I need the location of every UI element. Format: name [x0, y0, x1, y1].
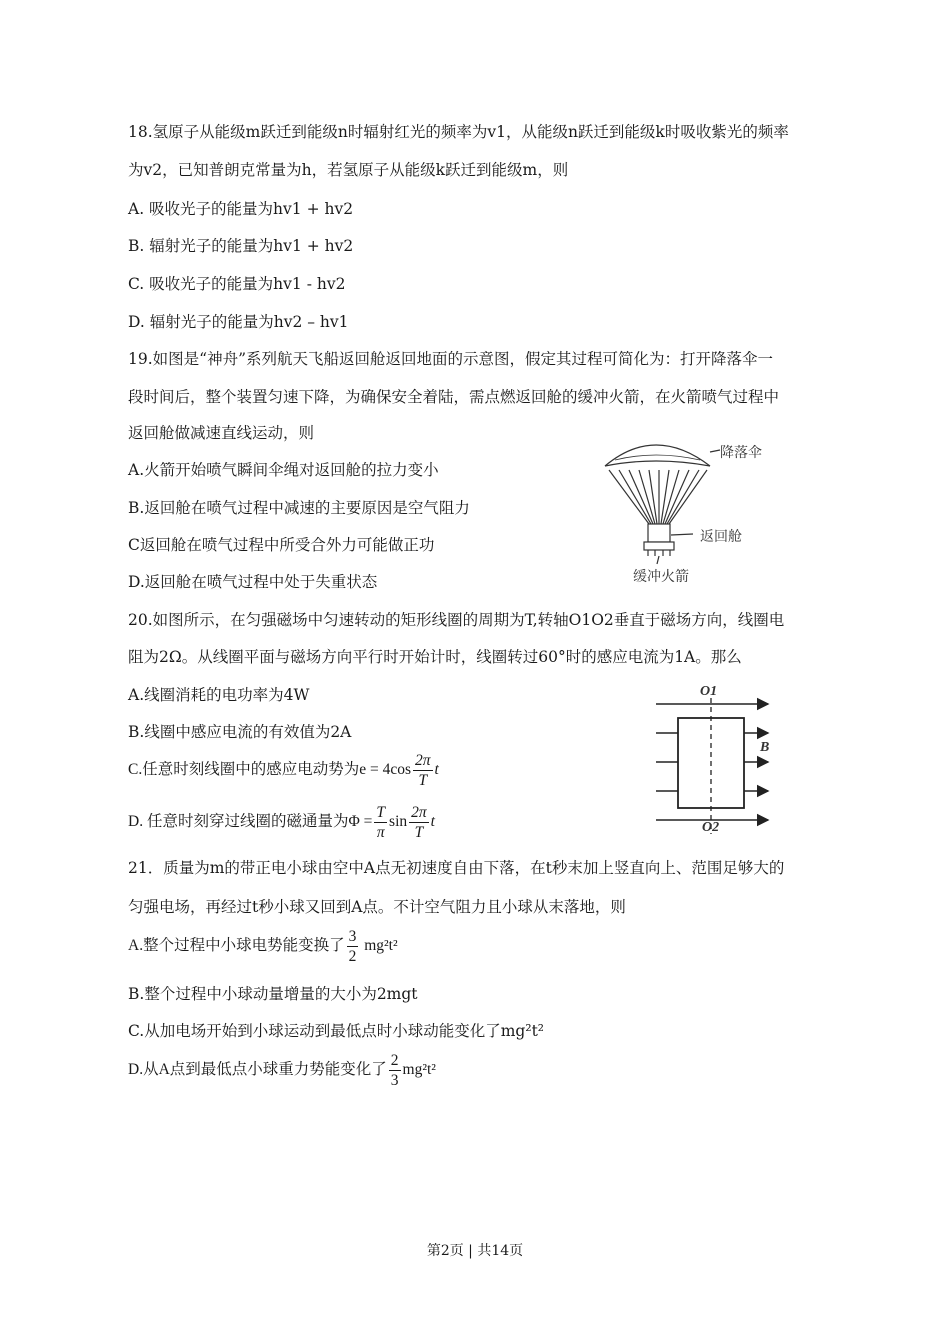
parachute-canopy-rim — [605, 461, 710, 466]
q21-stem-line2: 匀强电场，再经过t秒小球又回到A点。不计空气阻力且小球从末落地，则 — [128, 898, 626, 916]
q18-stem-line2: 为v2，已知普朗克常量为h，若氢原子从能级k跃迁到能级m，则 — [128, 161, 569, 179]
q19-option-c: C返回舱在喷气过程中所受合外力可能做正功 — [128, 536, 435, 554]
q21-option-d-fraction — [389, 1051, 401, 1090]
q21-option-c: C.从加电场开始到小球运动到最低点时小球动能变化了mg²t² — [128, 1022, 545, 1040]
q20-option-c-fraction — [413, 751, 433, 790]
fraction-denominator: T — [414, 824, 424, 841]
q18-stem-line1: 18.氢原子从能级m跃迁到能级n时辐射红光的频率为v1，从能级n跃迁到能级k时吸收紫光的频率 — [128, 123, 789, 141]
o1-label: O1 — [700, 684, 718, 699]
q20-option-d-sin: sin — [389, 813, 408, 831]
fraction-denominator: 3 — [390, 1072, 399, 1089]
q20-option-d-fraction2 — [409, 803, 429, 842]
fraction-numerator: T — [376, 804, 386, 821]
q21-option-d-unit: mg²t² — [402, 1061, 436, 1079]
b-field-label: B — [760, 740, 770, 755]
q20-option-d-variable: t — [430, 813, 435, 831]
q18-option-c: C. 吸收光子的能量为hv1 - hv2 — [128, 275, 346, 293]
q18-option-d: D. 辐射光子的能量为hv2 – hv1 — [128, 313, 349, 331]
capsule-body — [648, 524, 670, 542]
fraction-numerator: 2π — [415, 752, 431, 769]
q20-option-b: B.线圈中感应电流的有效值为2A — [128, 723, 352, 741]
q20-option-c-variable: t — [434, 761, 439, 779]
parachute-label: 降落伞 — [720, 445, 762, 461]
q19-stem-line2: 段时间后，整个装置匀速下降，为确保安全着陆，需点燃返回舱的缓冲火箭，在火箭喷气过程中 — [128, 388, 780, 406]
q21-option-a-fraction — [347, 927, 359, 966]
q21-option-d — [128, 1051, 436, 1090]
q19-option-a: A.火箭开始喷气瞬间伞绳对返回舱的拉力变小 — [128, 461, 439, 479]
q21-option-a — [128, 927, 398, 966]
q20-option-d — [128, 803, 435, 842]
q19-option-b: B.返回舱在喷气过程中减速的主要原因是空气阻力 — [128, 499, 470, 517]
capsule-label: 返回舱 — [700, 529, 742, 545]
fraction-denominator: T — [418, 772, 428, 789]
q20-stem-line1: 20.如图所示，在匀强磁场中匀速转动的矩形线圈的周期为T,转轴O1O2垂直于磁场方向，线圈电 — [128, 611, 785, 629]
q20-option-d-text: D. 任意时刻穿过线圈的磁通量为Φ = — [128, 813, 373, 831]
q20-option-d-fraction1 — [374, 803, 387, 842]
q21-option-a-text: A.整个过程中小球电势能变换了 — [128, 937, 345, 955]
q20-option-c-text: C.任意时刻线圈中的感应电动势为e = 4cos — [128, 761, 411, 779]
q19-stem-line3: 返回舱做减速直线运动，则 — [128, 424, 315, 442]
fraction-numerator: 2 — [390, 1052, 399, 1069]
fraction-numerator: 2π — [411, 804, 427, 821]
q21-option-a-unit: mg²t² — [364, 937, 398, 955]
fraction-numerator: 3 — [348, 928, 357, 945]
q21-stem-line1: 21．质量为m的带正电小球由空中A点无初速度自由下落，在t秒末加上竖直向上、范围足够大的 — [128, 859, 785, 877]
page-footer: 第2页 | 共14页 — [426, 1243, 524, 1259]
fraction-denominator: π — [376, 824, 385, 841]
q21-option-d-text: D.从A点到最低点小球重力势能变化了 — [128, 1061, 387, 1079]
q20-stem-line2: 阻为2Ω。从线圈平面与磁场方向平行时开始计时，线圈转过60°时的感应电流为1A。那么 — [128, 648, 742, 666]
q21-option-b: B.整个过程中小球动量增量的大小为2mgt — [128, 985, 418, 1003]
q20-option-c — [128, 751, 439, 790]
q18-option-a: A. 吸收光子的能量为hv1 + hv2 — [128, 200, 354, 218]
rockets-label: 缓冲火箭 — [633, 569, 689, 585]
q19-stem-line1: 19.如图是“神舟”系列航天飞船返回舱返回地面的示意图，假定其过程可简化为：打开降落伞一 — [128, 350, 774, 368]
fraction-denominator: 2 — [348, 948, 357, 965]
o2-label: O2 — [702, 820, 720, 835]
q20-option-a: A.线圈消耗的电功率为4W — [128, 686, 310, 704]
q18-option-b: B. 辐射光子的能量为hv1 + hv2 — [128, 237, 354, 255]
q19-option-d: D.返回舱在喷气过程中处于失重状态 — [128, 573, 378, 591]
